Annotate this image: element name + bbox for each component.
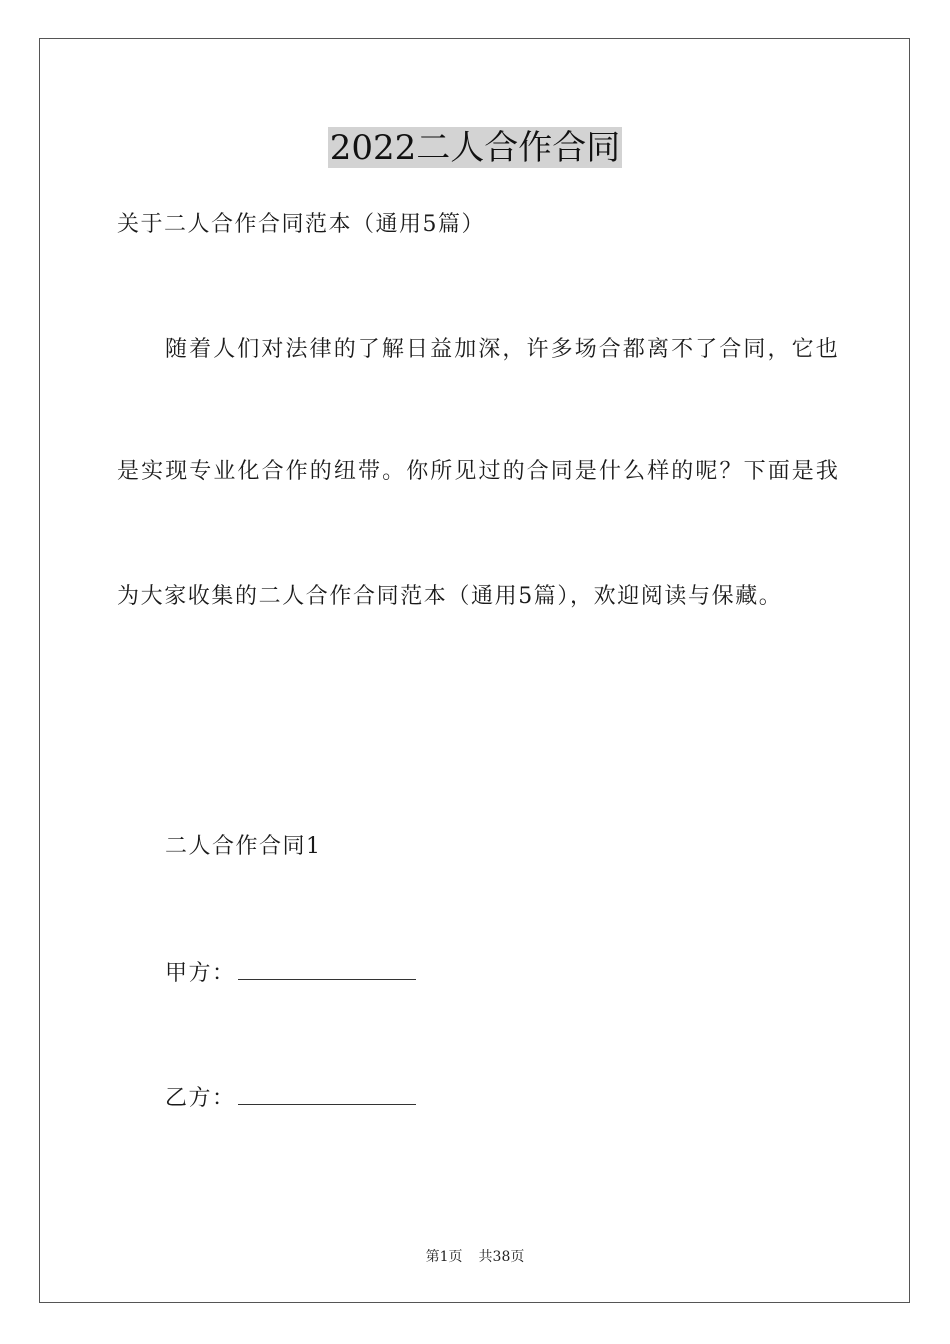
intro-paragraph-line-3: 为大家收集的二人合作合同范本（通用5篇），欢迎阅读与保藏。	[117, 584, 783, 609]
section-heading: 二人合作合同1	[165, 834, 322, 859]
document-subtitle: 关于二人合作合同范本（通用5篇）	[117, 212, 485, 237]
page-total: 共38页	[478, 1249, 525, 1265]
party-a-blank-line[interactable]	[238, 957, 416, 980]
party-b-row	[165, 1082, 416, 1114]
document-title-container	[0, 127, 950, 171]
intro-paragraph-line-2: 是实现专业化合作的纽带。你所见过的合同是什么样的呢？下面是我	[117, 459, 841, 484]
page-footer	[0, 1248, 950, 1266]
party-b-blank-line[interactable]	[238, 1082, 416, 1105]
document-title: 2022二人合作合同	[329, 128, 621, 168]
party-b-label: 乙方：	[165, 1086, 236, 1111]
party-a-label: 甲方：	[165, 961, 236, 986]
intro-paragraph-line-1: 随着人们对法律的了解日益加深，许多场合都离不了合同，它也	[165, 337, 840, 362]
page-number: 第1页	[425, 1249, 463, 1265]
party-a-row	[165, 957, 416, 989]
